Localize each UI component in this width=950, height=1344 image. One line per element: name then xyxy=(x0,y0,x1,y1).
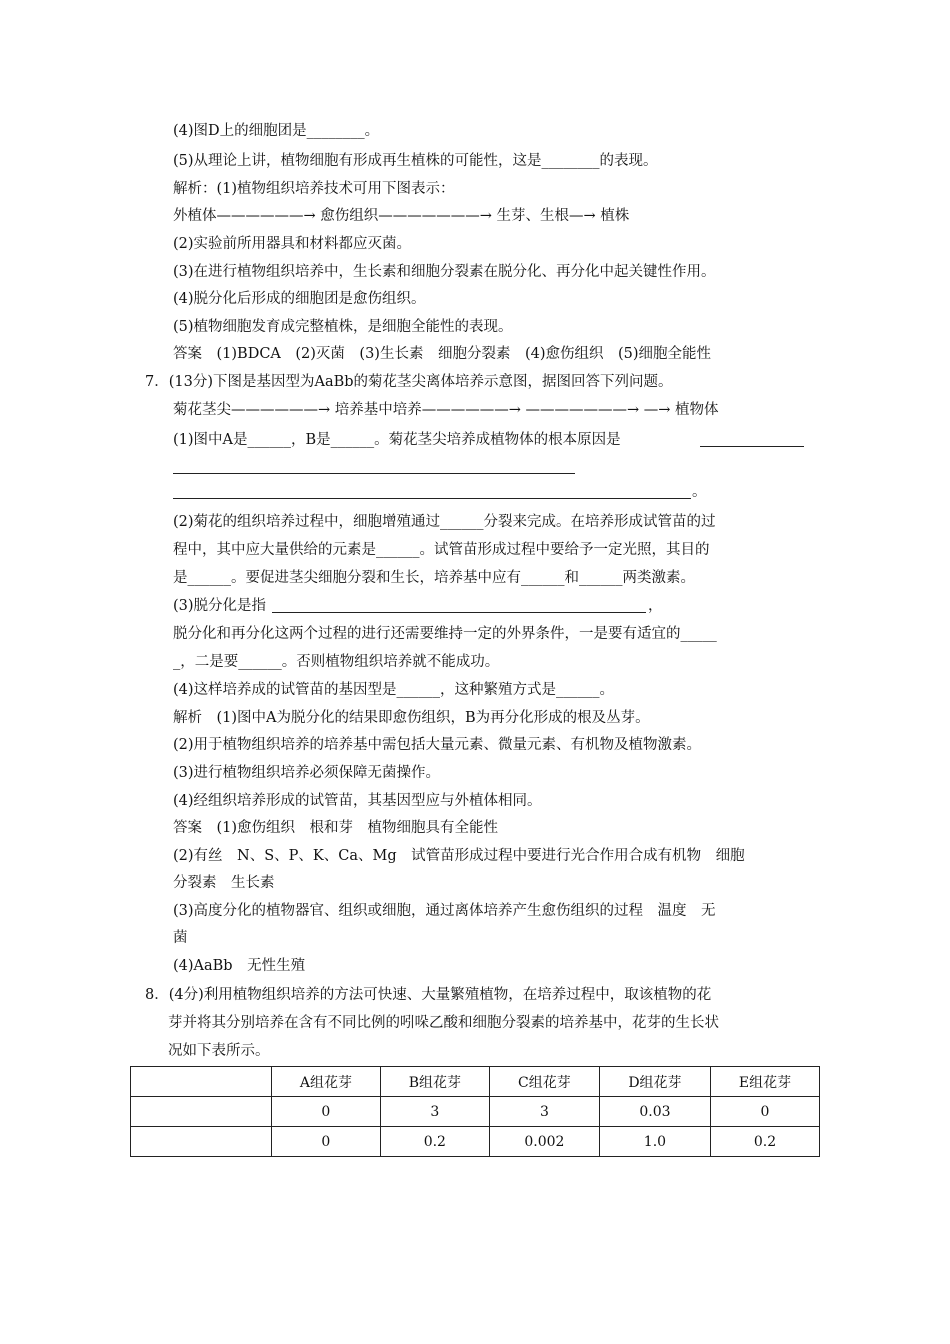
answer-blank xyxy=(272,612,646,613)
text-line: (2)菊花的组织培养过程中，细胞增殖通过______分裂来完成。在培养形成试管苗的过 xyxy=(173,514,716,530)
text-line: (4)经组织培养形成的试管苗，其基因型应与外植体相同。 xyxy=(173,793,542,809)
table-cell: 3 xyxy=(380,1097,489,1127)
text-line: 。 xyxy=(692,484,707,500)
answer-blank xyxy=(700,446,804,447)
table-header-cell: C组花芽 xyxy=(489,1067,599,1097)
text-line: 解析 (1)图中A为脱分化的结果即愈伤组织，B为再分化形成的根及丛芽。 xyxy=(173,710,650,726)
text-line: 解析：(1)植物组织培养技术可用下图表示： xyxy=(173,181,455,197)
answer-line: 答案 (1)愈伤组织 根和芽 植物细胞具有全能性 xyxy=(173,820,499,836)
table-cell: 0 xyxy=(272,1097,381,1127)
table-row xyxy=(131,1127,820,1157)
table-row xyxy=(131,1097,820,1127)
table-cell: 1.0 xyxy=(599,1127,710,1157)
text-line: (5)植物细胞发育成完整植株，是细胞全能性的表现。 xyxy=(173,319,513,335)
answer-line: (3)高度分化的植物器官、组织或细胞，通过离体培养产生愈伤组织的过程 温度 无 xyxy=(173,903,716,919)
answer-blank xyxy=(173,498,691,499)
answer-line: 答案 (1)BDCA (2)灭菌 (3)生长素 细胞分裂素 (4)愈伤组织 (5)细胞全能性 xyxy=(173,346,712,362)
text-line: (4)脱分化后形成的细胞团是愈伤组织。 xyxy=(173,291,426,307)
text-line: (2)用于植物组织培养的培养基中需包括大量元素、微量元素、有机物及植物激素。 xyxy=(173,737,702,753)
table-cell: 3 xyxy=(489,1097,599,1127)
text-line: 况如下表所示。 xyxy=(168,1043,270,1059)
answer-line: 菌 xyxy=(173,930,188,946)
text-line: (1)图中A是______，B是______。菊花茎尖培养成植物体的根本原因是 xyxy=(173,432,621,448)
flow-diagram-line: 外植体——————→ 愈伤组织———————→ 生芽、生根—→ 植株 xyxy=(173,208,630,224)
table-header-cell: E组花芽 xyxy=(710,1067,819,1097)
table-cell: 0 xyxy=(272,1127,381,1157)
answer-line: (2)有丝 N、S、P、K、Ca、Mg 试管苗形成过程中要进行光合作用合成有机物 细胞 xyxy=(173,848,745,864)
answer-line: 分裂素 生长素 xyxy=(173,875,275,891)
question-7-title: 7．(13分)下图是基因型为AaBb的菊花茎尖离体培养示意图，据图回答下列问题。 xyxy=(145,374,673,390)
data-table xyxy=(130,1066,820,1157)
question-8-title: 8．(4分)利用植物组织培养的方法可快速、大量繁殖植物，在培养过程中，取该植物的花 xyxy=(145,987,712,1003)
text-line: (3)在进行植物组织培养中，生长素和细胞分裂素在脱分化、再分化中起关键性作用。 xyxy=(173,264,716,280)
text-line: 是______。要促进茎尖细胞分裂和生长，培养基中应有______和______两类激素。 xyxy=(173,570,695,586)
table-cell: 0.03 xyxy=(599,1097,710,1127)
flow-diagram-line: 菊花茎尖——————→ 培养基中培养——————→ ———————→ —→ 植物体 xyxy=(173,402,719,418)
table-cell: 0.2 xyxy=(710,1127,819,1157)
answer-line: (4)AaBb 无性生殖 xyxy=(173,958,306,974)
text-line: 脱分化和再分化这两个过程的进行还需要维持一定的外界条件，一是要有适宜的_____ xyxy=(173,626,717,642)
text-line: (4)这样培养成的试管苗的基因型是______，这种繁殖方式是______。 xyxy=(173,682,615,698)
table-cell: 0 xyxy=(710,1097,819,1127)
text-line: (3)脱分化是指 xyxy=(173,598,267,614)
answer-blank xyxy=(173,473,575,474)
table-header-cell: D组花芽 xyxy=(599,1067,710,1097)
table-header-cell: A组花芽 xyxy=(272,1067,381,1097)
text-line: _，二是要______。否则植物组织培养就不能成功。 xyxy=(173,654,500,670)
text-line: (2)实验前所用器具和材料都应灭菌。 xyxy=(173,236,412,252)
text-line: (3)进行植物组织培养必须保障无菌操作。 xyxy=(173,765,441,781)
text-line: 芽并将其分别培养在含有不同比例的吲哚乙酸和细胞分裂素的培养基中，花芽的生长状 xyxy=(168,1015,719,1031)
text-line: (4)图D上的细胞团是________。 xyxy=(173,123,380,139)
text-line: 程中，其中应大量供给的元素是______。试管苗形成过程中要给予一定光照，其目的 xyxy=(173,542,710,558)
table-cell: 0.002 xyxy=(489,1127,599,1157)
table-cell xyxy=(131,1067,272,1097)
table-cell xyxy=(131,1127,272,1157)
text-line: ， xyxy=(648,598,663,614)
text-line: (5)从理论上讲，植物细胞有形成再生植株的可能性，这是________的表现。 xyxy=(173,153,658,169)
table-header-cell: B组花芽 xyxy=(380,1067,489,1097)
table-cell: 0.2 xyxy=(380,1127,489,1157)
table-cell xyxy=(131,1097,272,1127)
table-header-row xyxy=(131,1067,820,1097)
